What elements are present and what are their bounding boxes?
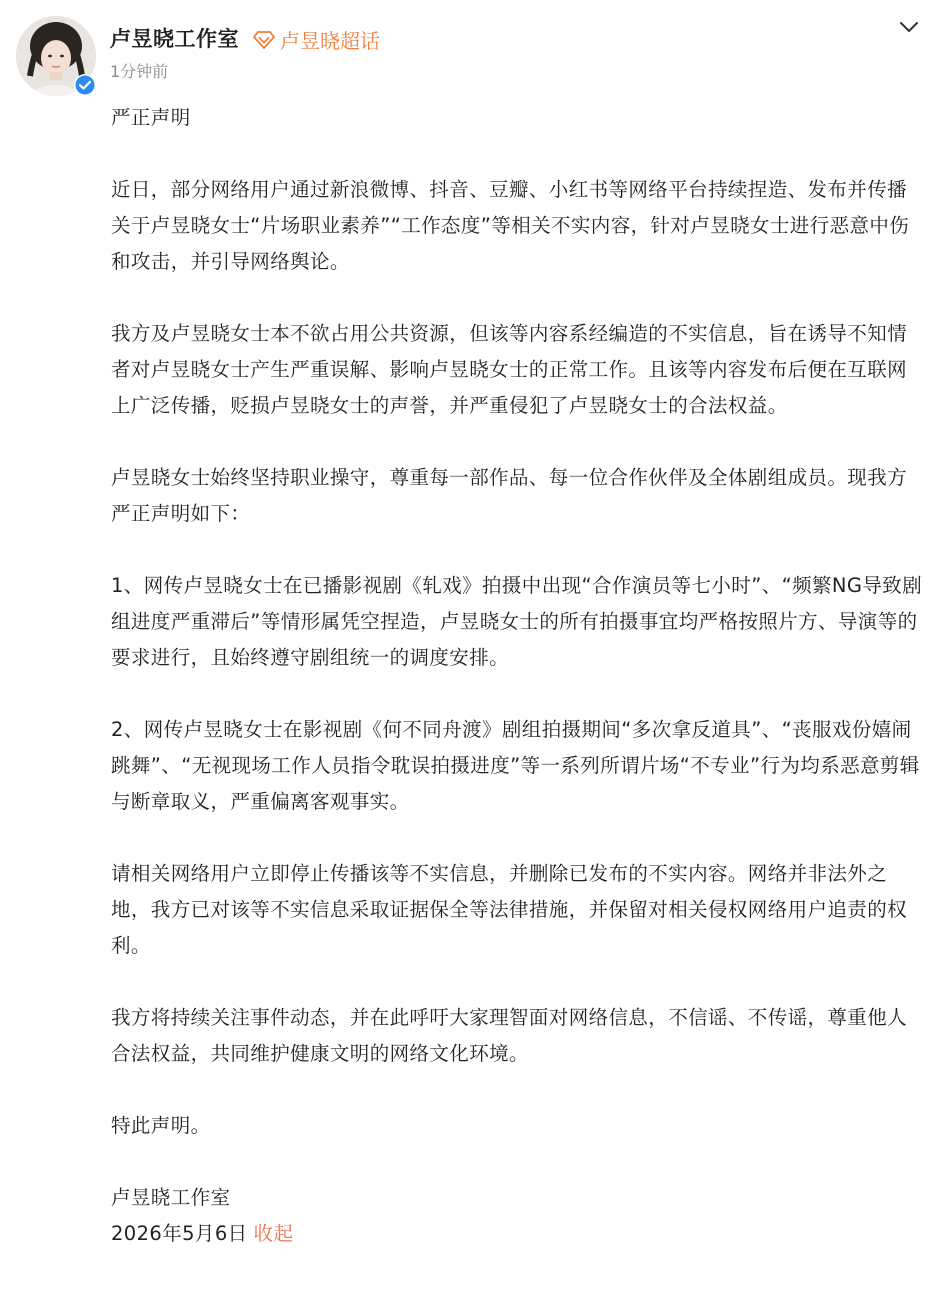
post-paragraph: 近日，部分网络用户通过新浪微博、抖音、豆瓣、小红书等网络平台持续捏造、发布并传播关于卢昱晓女士“片场职业素养”“工作态度”等相关不实内容，针对卢昱晓女士进行恶意中伤和攻击，并引导网络舆论。 <box>111 178 910 273</box>
post-paragraph: 1、网传卢昱晓女士在已播影视剧《轧戏》拍摄中出现“合作演员等七小时”、“频繁NG导致剧组进度严重滞后”等情形属凭空捏造，卢昱晓女士的所有拍摄事宜均严格按照片方、导演等的要求进行，且始终遵守剧组统一的调度安排。 <box>111 574 923 669</box>
post-body <box>111 100 923 1252</box>
post-title: 严正声明 <box>111 106 191 129</box>
post-time: 1分钟前 <box>110 62 169 81</box>
post-paragraph: 2、网传卢昱晓女士在影视剧《何不同舟渡》剧组拍摄期间“多次拿反道具”、“丧服戏份嬉闹跳舞”、“无视现场工作人员指令耽误拍摄进度”等一系列所谓片场“不专业”行为均系恶意剪辑与断章取义，严重偏离客观事实。 <box>111 718 920 813</box>
post-paragraph: 我方将持续关注事件动态，并在此呼吁大家理智面对网络信息，不信谣、不传谣，尊重他人合法权益，共同维护健康文明的网络文化环境。 <box>111 1006 908 1065</box>
account-name[interactable]: 卢昱晓工作室 <box>110 27 239 51</box>
post-paragraph: 卢昱晓女士始终坚持职业操守，尊重每一部作品、每一位合作伙伴及全体剧组成员。现我方严正声明如下： <box>111 466 908 525</box>
post-date-line <box>111 1216 923 1252</box>
post-paragraph: 特此声明。 <box>111 1114 211 1137</box>
post-date: 2026年5月6日 <box>111 1222 248 1245</box>
supertopic-link[interactable] <box>252 24 380 54</box>
supertopic-label: 卢昱晓超话 <box>280 28 380 53</box>
post-paragraph: 请相关网络用户立即停止传播该等不实信息，并删除已发布的不实内容。网络并非法外之地，我方已对该等不实信息采取证据保全等法律措施，并保留对相关侵权网络用户追责的权利。 <box>111 862 908 957</box>
post-paragraph: 我方及卢昱晓女士本不欲占用公共资源，但该等内容系经编造的不实信息，旨在诱导不知情者对卢昱晓女士产生严重误解、影响卢昱晓女士的正常工作。且该等内容发布后便在互联网上广泛传播，贬损卢昱晓女士的声誉，并严重侵犯了卢昱晓女士的合法权益。 <box>111 322 908 417</box>
post-header <box>0 0 944 100</box>
chevron-down-icon[interactable] <box>896 14 922 40</box>
diamond-icon <box>252 27 276 51</box>
post-signature: 卢昱晓工作室 <box>111 1186 231 1209</box>
verified-badge-icon <box>74 74 96 96</box>
collapse-link[interactable]: 收起 <box>253 1222 294 1245</box>
